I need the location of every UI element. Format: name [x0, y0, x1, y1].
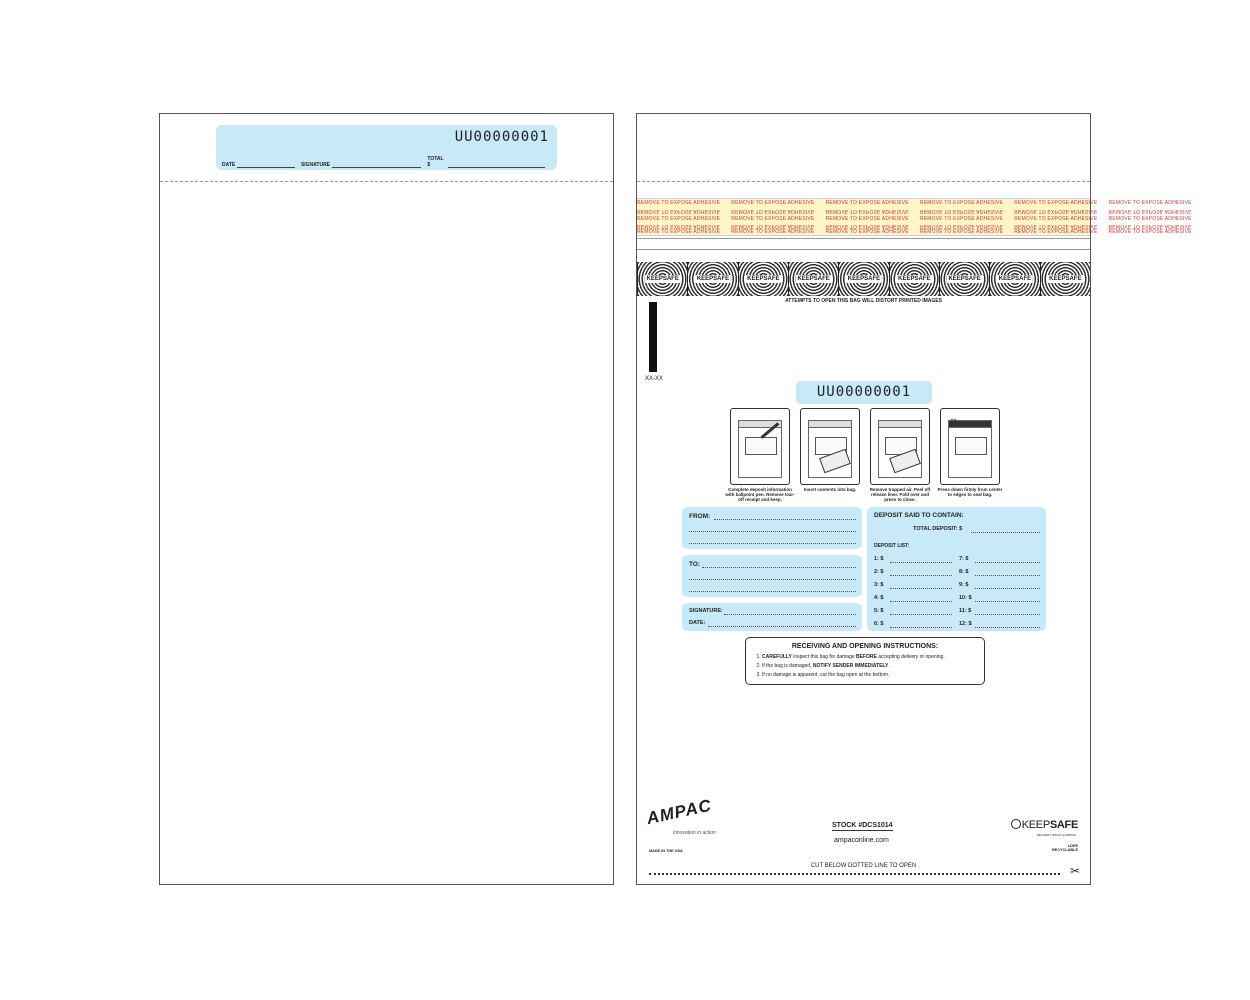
instructions-title: RECEIVING AND OPENING INSTRUCTIONS: — [791, 643, 939, 650]
keepsafe-circle-icon — [1011, 819, 1021, 829]
perforation-line — [637, 181, 1090, 182]
deposit-item-label: 9: $ — [959, 582, 969, 588]
pen-icon — [730, 408, 790, 485]
keepsafe-band-text: KEEPSAFE — [847, 276, 881, 282]
deposit-list-label: DEPOSIT LIST: — [874, 543, 910, 549]
peel-icon — [870, 408, 930, 485]
keepsafe-band-cell — [788, 262, 838, 296]
step-3 — [865, 408, 935, 502]
receiving-instructions — [745, 637, 985, 685]
deposit-item-label: 12: $ — [959, 621, 972, 627]
keepsafe-band-cell — [989, 262, 1039, 296]
bag-front-panel — [636, 113, 1203, 885]
keepsafe-band-cell — [687, 262, 737, 296]
signature-line[interactable] — [724, 614, 856, 615]
deposit-item-label: 6: $ — [874, 621, 884, 627]
to-block — [682, 555, 862, 597]
total-deposit-line[interactable] — [971, 532, 1040, 533]
ampac-tagline: innovation in action — [673, 830, 716, 836]
adhesive-release-liner[interactable] — [637, 198, 1203, 236]
deposit-item-line[interactable] — [890, 575, 952, 576]
date-line[interactable] — [708, 626, 856, 627]
step-1 — [725, 408, 795, 502]
deposit-item-line[interactable] — [890, 614, 952, 615]
deposit-item-line[interactable] — [975, 601, 1040, 602]
to-line[interactable] — [702, 567, 856, 568]
keepsafe-band-text: KEEPSAFE — [696, 276, 730, 282]
step-4 — [935, 408, 1005, 497]
tamper-evident-band — [637, 262, 1090, 296]
to-label: TO: — [689, 561, 701, 568]
tear-off-receipt — [216, 125, 557, 170]
adhesive-text-row: REMOVE TO EXPOSE ADHESIVE REMOVE TO EXPOSE ADHESIVE REMOVE TO EXPOSE ADHESIVE REMOVE TO EXPOSE ADHESIVE REMOVE TO EXPOSE ADHESIVE REMOVE TO EXPOSE ADHESIVE — [637, 200, 1203, 206]
from-block — [682, 507, 862, 549]
deposit-item-line[interactable] — [890, 601, 952, 602]
deposit-item-line[interactable] — [890, 588, 952, 589]
deposit-item-label: 2: $ — [874, 569, 884, 575]
insert-icon — [800, 408, 860, 485]
keepsafe-logo: KEEPSAFE — [1011, 819, 1078, 831]
bag-back-panel — [159, 113, 614, 885]
signature-label: SIGNATURE: — [689, 608, 723, 614]
recycle-label: LDPE RECYCLABLE — [1052, 844, 1078, 852]
receipt-total-label: TOTAL $ — [427, 156, 444, 168]
keepsafe-band-text: KEEPSAFE — [898, 276, 931, 282]
barcode-caption: XX-XX — [645, 376, 664, 382]
seal-line — [637, 238, 1090, 239]
deposit-block — [867, 507, 1046, 631]
deposit-item-label: 7: $ — [959, 556, 969, 562]
keepsafe-band-cell — [1040, 262, 1090, 296]
keepsafe-band-cell — [939, 262, 989, 296]
deposit-item-line[interactable] — [890, 562, 952, 563]
deposit-item-line[interactable] — [975, 588, 1040, 589]
step-caption: Insert contents into bag. — [803, 487, 857, 492]
usage-steps — [725, 408, 1009, 508]
to-line[interactable] — [689, 579, 856, 580]
receipt-fields — [222, 156, 551, 168]
from-line[interactable] — [689, 531, 856, 532]
from-line[interactable] — [714, 519, 856, 520]
deposit-item-line[interactable] — [975, 627, 1040, 628]
keepsafe-band-text: KEEPSAFE — [948, 276, 981, 282]
keepsafe-subtitle: SECURITY BAGS by AMPAC — [1036, 833, 1076, 837]
receipt-date-line[interactable] — [237, 162, 295, 168]
total-deposit-label: TOTAL DEPOSIT: $ — [913, 526, 963, 532]
keepsafe-band-text: KEEPSAFE — [1049, 276, 1082, 282]
deposit-item-label: 11: $ — [959, 608, 972, 614]
keepsafe-band-cell — [738, 262, 788, 296]
step-caption: Remove trapped air. Peel off release liner. Fold over and press to close. — [869, 487, 931, 502]
website-url: ampaconline.com — [834, 837, 889, 844]
receipt-total-line[interactable] — [448, 162, 545, 168]
made-in-label: MADE IN THE USA — [649, 849, 683, 853]
keepsafe-band-text: KEEPSAFE — [747, 276, 780, 282]
deposit-item-label: 1: $ — [874, 556, 884, 562]
deposit-item-label: 5: $ — [874, 608, 884, 614]
deposit-item-label: 3: $ — [874, 582, 884, 588]
step-2 — [795, 408, 865, 492]
cut-line — [649, 873, 1060, 875]
cut-instruction: CUT BELOW DOTTED LINE TO OPEN — [810, 863, 917, 869]
instruction-item: 3. If no damage is apparent, cut the bag open at the bottom. — [762, 671, 984, 680]
instruction-item: 1. CAREFULLY inspect this bag for damage BEFORE accepting delivery or opening. — [762, 653, 984, 662]
receipt-signature-line[interactable] — [332, 162, 421, 168]
keepsafe-band-cell — [838, 262, 888, 296]
stock-number: STOCK #DCS1014 — [832, 822, 893, 829]
instructions-list — [746, 653, 984, 680]
step-caption: Complete deposit information with ballpoint pen. Remove tear-off receipt and keep. — [725, 487, 795, 502]
receipt-signature-label: SIGNATURE — [300, 162, 331, 168]
deposit-item-label: 10: $ — [959, 595, 972, 601]
deposit-item-line[interactable] — [975, 575, 1040, 576]
receipt-serial-number: UU00000001 — [454, 129, 549, 145]
keepsafe-band-text: KEEPSAFE — [998, 276, 1032, 282]
barcode — [649, 302, 657, 372]
deposit-item-label: 8: $ — [959, 569, 969, 575]
deposit-item-label: 4: $ — [874, 595, 884, 601]
front-serial-number: UU00000001 — [796, 381, 932, 404]
tamper-warning-text: ATTEMPTS TO OPEN THIS BAG WILL DISTORT PRINTED IMAGES — [785, 298, 942, 304]
to-line[interactable] — [689, 591, 856, 592]
signature-block — [682, 603, 862, 631]
keepsafe-band-cell — [889, 262, 939, 296]
ampac-logo: AMPAC — [644, 795, 714, 829]
seal-line — [637, 249, 1090, 250]
deposit-item-line[interactable] — [975, 562, 1040, 563]
date-label: DATE: — [689, 620, 706, 626]
keepsafe-band-cell — [637, 262, 687, 296]
adhesive-text-row: REMOVE TO EXPOSE ADHESIVE REMOVE TO EXPOSE ADHESIVE REMOVE TO EXPOSE ADHESIVE REMOVE TO EXPOSE ADHESIVE REMOVE TO EXPOSE ADHESIVE REMOVE TO EXPOSE ADHESIVE — [637, 229, 1203, 235]
deposit-item-line[interactable] — [975, 614, 1040, 615]
keepsafe-band-text: KEEPSAFE — [797, 276, 830, 282]
instruction-item: 2. If the bag is damaged, NOTIFY SENDER IMMEDIATELY. — [762, 662, 984, 671]
adhesive-text-row: REMOVE TO EXPOSE ADHESIVE REMOVE TO EXPOSE ADHESIVE REMOVE TO EXPOSE ADHESIVE REMOVE TO EXPOSE ADHESIVE REMOVE TO EXPOSE ADHESIVE REMOVE TO EXPOSE ADHESIVE — [637, 216, 1203, 222]
scissors-icon: ✂ — [1069, 864, 1080, 878]
receipt-date-label: DATE — [222, 162, 236, 168]
deposit-item-line[interactable] — [890, 627, 952, 628]
from-line[interactable] — [689, 543, 856, 544]
adhesive-text-row: REMOVE TO EXPOSE ADHESIVE REMOVE TO EXPOSE ADHESIVE REMOVE TO EXPOSE ADHESIVE REMOVE TO EXPOSE ADHESIVE REMOVE TO EXPOSE ADHESIVE REMOVE TO EXPOSE ADHESIVE — [637, 208, 1203, 214]
press-icon: ↔ — [940, 408, 1000, 485]
from-label: FROM: — [689, 513, 711, 520]
perforation-line — [160, 181, 613, 182]
deposit-title: DEPOSIT SAID TO CONTAIN: — [874, 512, 964, 519]
keepsafe-band-text: KEEPSAFE — [646, 276, 679, 282]
adhesive-text-row: REMOVE TO EXPOSE ADHESIVE REMOVE TO EXPOSE ADHESIVE REMOVE TO EXPOSE ADHESIVE REMOVE TO EXPOSE ADHESIVE REMOVE TO EXPOSE ADHESIVE REMOVE TO EXPOSE ADHESIVE — [637, 223, 1203, 229]
step-caption: Press down firmly from center to edges to seal bag. — [937, 487, 1003, 497]
